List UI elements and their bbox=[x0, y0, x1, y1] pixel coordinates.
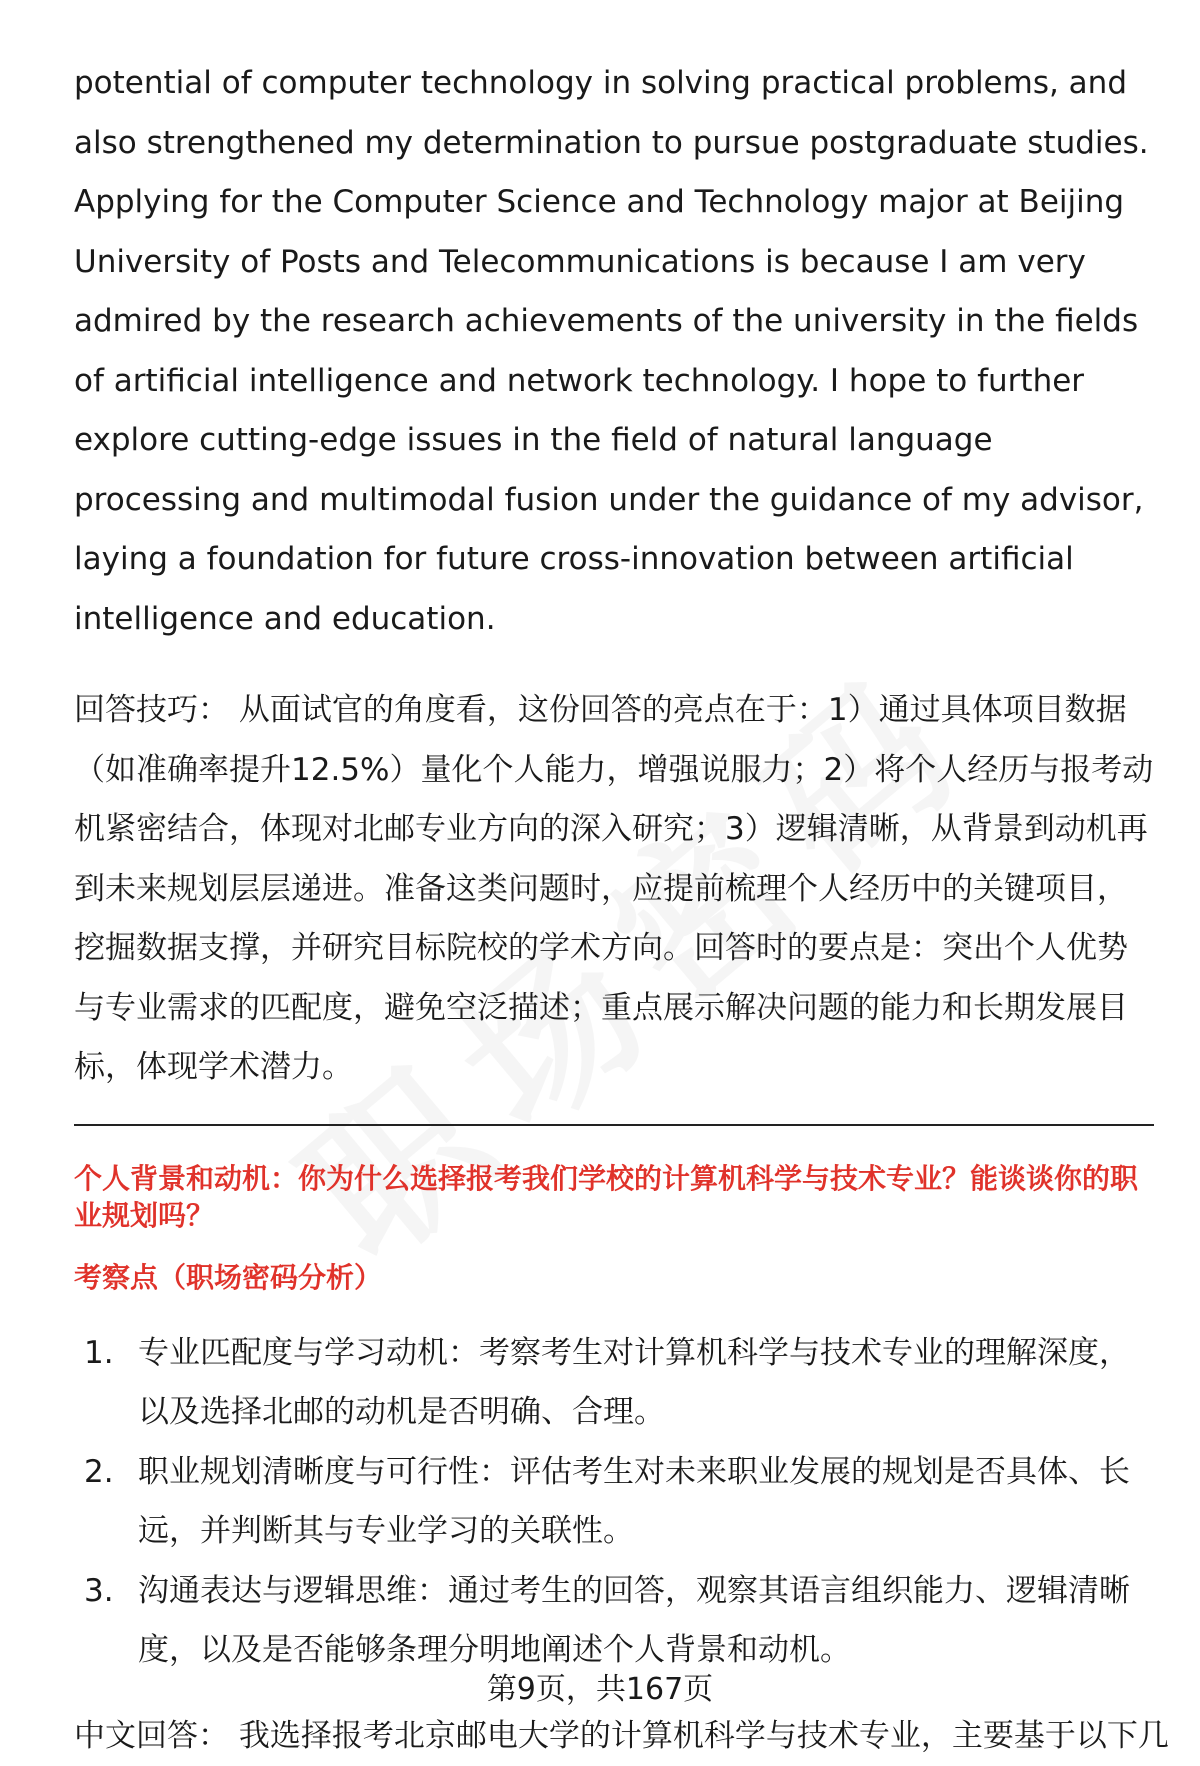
list-item-text: 沟通表达与逻辑思维：通过考生的回答，观察其语言组织能力、逻辑清晰度，以及是否能够条理分明地阐述个人背景和动机。 bbox=[138, 1562, 1154, 1681]
english-answer-paragraph: potential of computer technology in solving practical problems, and also strengthened my determination to pursue postgraduate studies. Applying for the Computer Science and Technology major at Beijing University of Posts and Telecommunications is because I am very admired by the research achievements of the university in the fields of artificial intelligence and network technology. I hope to further explore cutting-edge issues in the field of natural language processing and multimodal fusion under the guidance of my advisor, laying a foundation for future cross-innovation between artificial intelligence and education. bbox=[74, 54, 1154, 649]
list-item bbox=[74, 1562, 1154, 1681]
focus-points-list bbox=[74, 1324, 1154, 1681]
chinese-answer-paragraph: 中文回答： 我选择报考北京邮电大学的计算机科学与技术专业，主要基于以下几 bbox=[74, 1707, 1154, 1766]
focus-points-heading: 考察点（职场密码分析） bbox=[74, 1258, 1154, 1298]
list-item bbox=[74, 1324, 1154, 1443]
list-item-number: 2. bbox=[74, 1443, 138, 1562]
list-item-number: 1. bbox=[74, 1324, 138, 1443]
section-divider bbox=[74, 1124, 1154, 1126]
question-heading: 个人背景和动机：你为什么选择报考我们学校的计算机科学与技术专业？能谈谈你的职业规划吗？ bbox=[74, 1160, 1154, 1234]
document-page bbox=[74, 54, 1154, 1766]
list-item-text: 职业规划清晰度与可行性：评估考生对未来职业发展的规划是否具体、长远，并判断其与专业学习的关联性。 bbox=[138, 1443, 1154, 1562]
list-item-number: 3. bbox=[74, 1562, 138, 1681]
answer-tips-paragraph: 回答技巧： 从面试官的角度看，这份回答的亮点在于：1）通过具体项目数据（如准确率提升12.5%）量化个人能力，增强说服力；2）将个人经历与报考动机紧密结合，体现对北邮专业方向的深入研究；3）逻辑清晰，从背景到动机再到未来规划层层递进。准备这类问题时，应提前梳理个人经历中的关键项目，挖掘数据支撑，并研究目标院校的学术方向。回答时的要点是：突出个人优势与专业需求的匹配度，避免空泛描述；重点展示解决问题的能力和长期发展目标，体现学术潜力。 bbox=[74, 681, 1154, 1098]
list-item-text: 专业匹配度与学习动机：考察考生对计算机科学与技术专业的理解深度，以及选择北邮的动机是否明确、合理。 bbox=[138, 1324, 1154, 1443]
page-number-footer: 第9页，共167页 bbox=[0, 1670, 1200, 1710]
list-item bbox=[74, 1443, 1154, 1562]
